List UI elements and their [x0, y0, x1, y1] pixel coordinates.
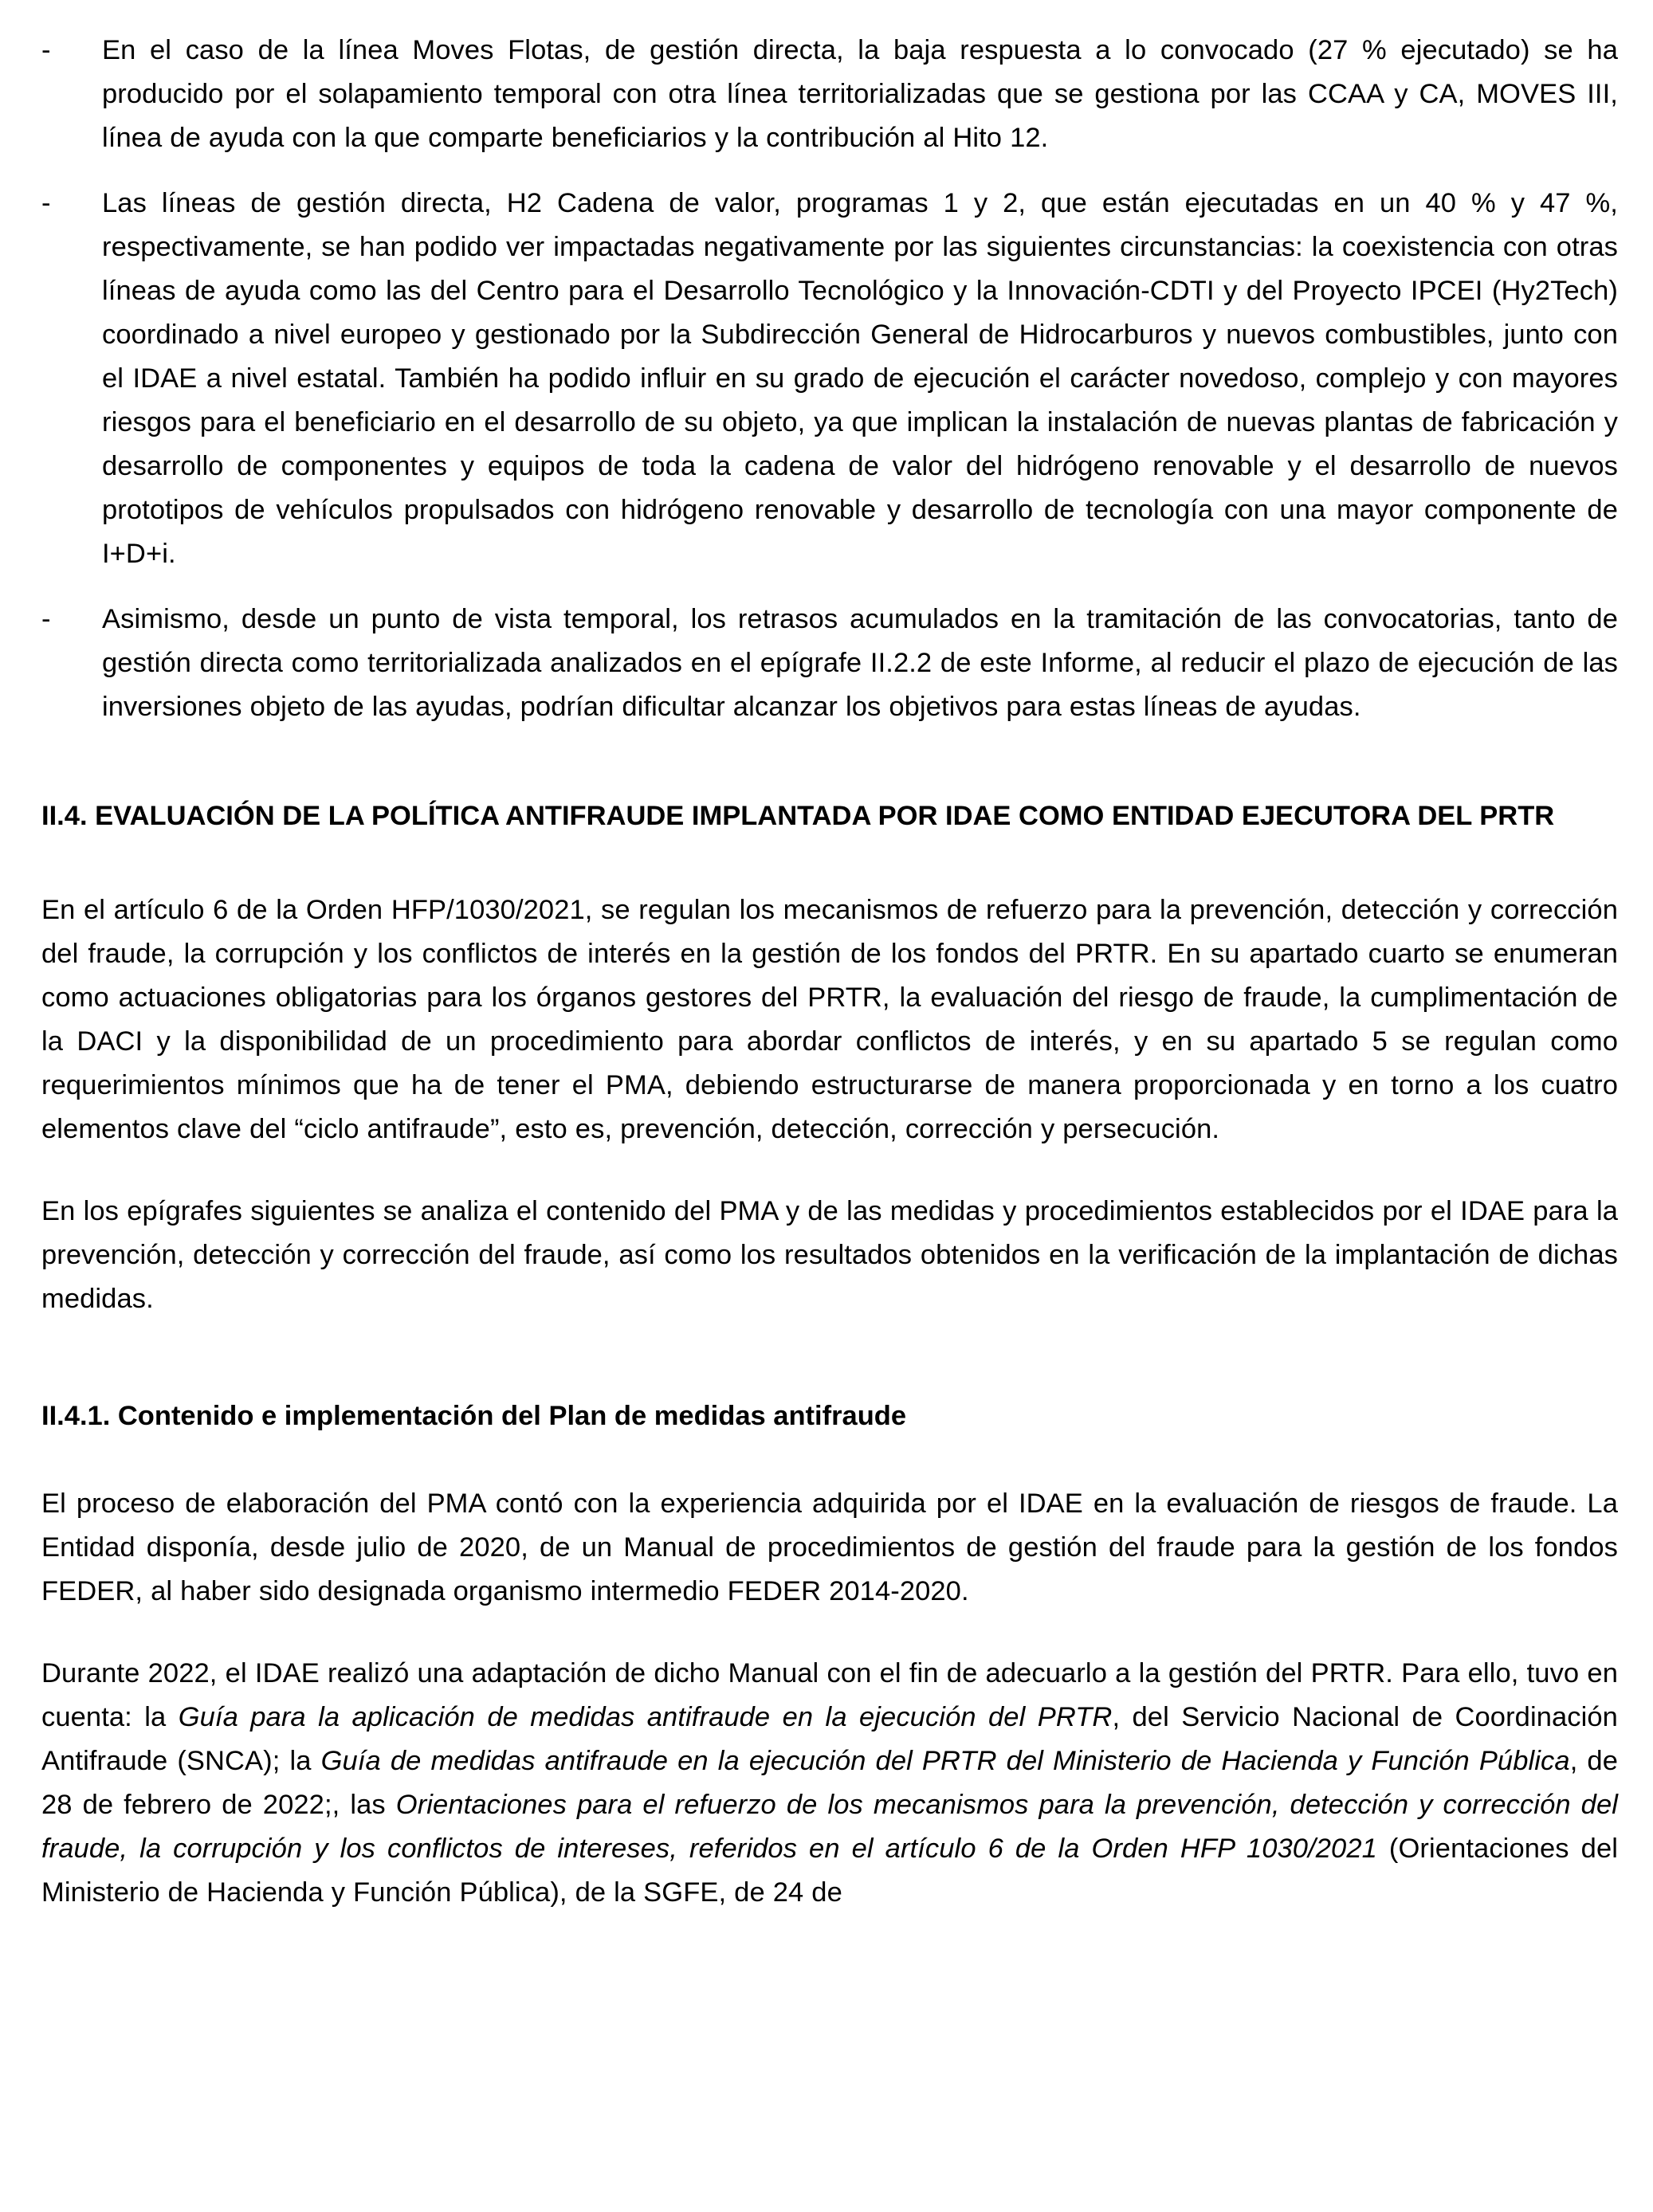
section-paragraph-2: En los epígrafes siguientes se analiza el contenido del PMA y de las medidas y procedimientos establecidos por el IDAE para la prevención, detección y corrección del fraude, así como los resultados obtenidos en la verificación de la implantación de dichas medidas. [41, 1196, 1618, 1314]
spacer-before-section-heading [41, 729, 1618, 794]
subsection-paragraph-1: El proceso de elaboración del PMA contó con la experiencia adquirida por el IDAE en la evaluación de riesgos de fraude. La Entidad disponía, desde julio de 2020, de un Manual de procedimientos de gestión del fraude para la gestión de los fondos FEDER, al haber sido designada organismo intermedio FEDER 2014-2020. [41, 1488, 1618, 1606]
spacer-after-subsection-heading [41, 1437, 1618, 1482]
bullet-marker-icon: - [41, 604, 51, 634]
list-item [41, 182, 1618, 576]
section-heading: II.4. EVALUACIÓN DE LA POLÍTICA ANTIFRAUDE IMPLANTADA POR IDAE COMO ENTIDAD EJECUTORA DEL PRTR [41, 801, 1555, 831]
cited-document-title: Guía para la aplicación de medidas antifraude en la ejecución del PRTR [178, 1702, 1113, 1732]
paragraph-run: Durante 2022, el IDAE realizó una adaptación de dicho Manual con el fin de adecuarlo a la gestión del PRTR. Para ello, tuvo en cuenta: la [41, 1658, 1618, 1732]
paragraph-run: , de 28 de febrero de 2022;, las [41, 1746, 1618, 1820]
cited-document-title: Guía de medidas antifraude en la ejecución del PRTR del Ministerio de Hacienda y Función Pública [320, 1746, 1570, 1776]
spacer-between-subsection-paragraphs [41, 1614, 1618, 1652]
subsection-heading: II.4.1. Contenido e implementación del Plan de medidas antifraude [41, 1401, 907, 1431]
paragraph-run: (Orientaciones del Ministerio de Hacienda y Función Pública), de la SGFE, de 24 de [41, 1834, 1618, 1908]
list-item [41, 598, 1618, 729]
spacer-after-section-heading [41, 837, 1618, 888]
list-item-text: Asimismo, desde un punto de vista temporal, los retrasos acumulados en la tramitación de las convocatorias, tanto de gestión directa como territorializada analizados en el epígrafe II.2.2 de este Informe, al reducir el plazo de ejecución de las inversiones objeto de las ayudas, podrían dificultar alcanzar los objetivos para estas líneas de ayudas. [102, 604, 1618, 722]
list-item-text: En el caso de la línea Moves Flotas, de gestión directa, la baja respuesta a lo convocado (27 % ejecutado) se ha producido por el solapamiento temporal con otra línea territorializadas que se gestiona por las CCAA y CA, MOVES III, línea de ayuda con la que comparte beneficiarios y la contribución al Hito 12. [102, 35, 1618, 153]
top-spacer [41, 14, 1618, 29]
bullet-marker-icon: - [41, 35, 51, 65]
spacer-before-subsection-heading [41, 1321, 1618, 1394]
list-item [41, 29, 1618, 160]
bulleted-list [41, 29, 1618, 729]
list-item-text: Las líneas de gestión directa, H2 Cadena de valor, programas 1 y 2, que están ejecutadas en un 40 % y 47 %, respectivamente, se han podido ver impactadas negativamente por las siguientes circunstancias: la coexistencia con otras líneas de ayuda como las del Centro para el Desarrollo Tecnológico y la Innovación-CDTI y del Proyecto IPCEI (Hy2Tech) coordinado a nivel europeo y gestionado por la Subdirección General de Hidrocarburos y nuevos combustibles, junto con el IDAE a nivel estatal. También ha podido influir en su grado de ejecución el carácter novedoso, complejo y con mayores riesgos para el beneficiario en el desarrollo de su objeto, ya que implican la instalación de nuevas plantas de fabricación y desarrollo de componentes y equipos de toda la cadena de valor del hidrógeno renovable y el desarrollo de nuevos prototipos de vehículos propulsados con hidrógeno renovable y desarrollo de tecnología con una mayor componente de I+D+i. [102, 188, 1618, 569]
paragraph-run: , del Servicio Nacional de Coordinación Antifraude (SNCA); la [41, 1702, 1618, 1776]
section-paragraph-1: En el artículo 6 de la Orden HFP/1030/2021, se regulan los mecanismos de refuerzo para la prevención, detección y corrección del fraude, la corrupción y los conflictos de interés en la gestión de los fondos del PRTR. En su apartado cuarto se enumeran como actuaciones obligatorias para los órganos gestores del PRTR, la evaluación del riesgo de fraude, la cumplimentación de la DACI y la disponibilidad de un procedimiento para abordar conflictos de interés, y en su apartado 5 se regulan como requerimientos mínimos que ha de tener el PMA, debiendo estructurarse de manera proporcionada y en torno a los cuatro elementos clave del “ciclo antifraude”, esto es, prevención, detección, corrección y persecución. [41, 895, 1618, 1144]
bullet-marker-icon: - [41, 188, 51, 218]
spacer-between-section-paragraphs [41, 1151, 1618, 1190]
cited-document-title: Orientaciones para el refuerzo de los mecanismos para la prevención, detección y corrección del fraude, la corrupción y los conflictos de intereses, referidos en el artículo 6 de la Orden HFP 1030/2021 [41, 1790, 1618, 1864]
subsection-paragraph-2 [41, 1652, 1618, 1915]
